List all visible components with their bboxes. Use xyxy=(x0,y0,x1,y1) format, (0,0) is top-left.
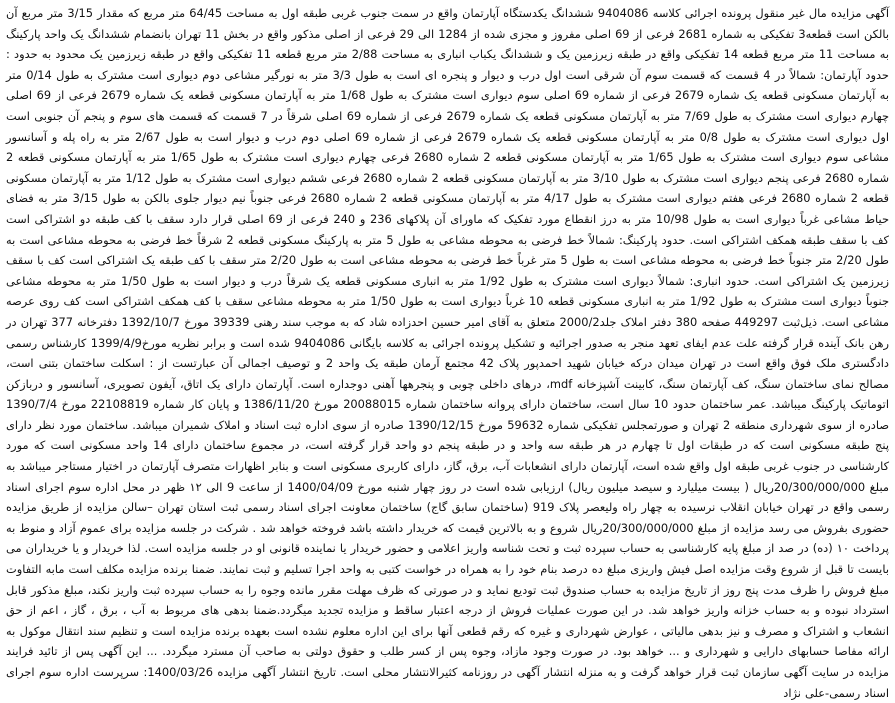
auction-notice-text: آگهی مزایده مال غیر منقول پرونده اجرائی کلاسه 9404086 ششدانگ یکدستگاه آپارتمان واقع در سمت جنوب غربی طبقه اول به مساحت 64/45 متر مربع که مقدار 3/15 متر مربع آن بالکن است قطعه3 تفکیکی به شماره 2681 فرعی از 69 اصلی مفروز و مجزی شده از 1284 الی 29 فرعی از اصلی مذکور واقع در بخش 11 تهران بانضمام ششدانگ یک واحد پارکینگ به مساحت 11 متر مربع قطعه 14 تفکیکی واقع در طبقه زیرزمین یک و ششدانگ یکباب انباری به مساحت 2/88 متر مربع قطعه 11 تفکیکی واقع در طبقه زیرزمین یک محدود به حدود : حدود آپارتمان: شمالاً در 4 قسمت که قسمت سوم آن شرقی است اول درب و دیوار و پنجره ای است به طول 3/3 متر به نورگیر مشاعی دوم دیواری است مشترک به طول 0/14 متر به آپارتمان مسکونی قطعه یک شماره 2679 فرعی از شماره 69 اصلی سوم دیواری است مشترک به طول 1/68 متر به آپارتمان مسکونی قطعه یک شماره 2679 فرعی از 69 اصلی چهارم دیواری است مشترک به طول 7/69 متر به آپارتمان مسکونی قطعه یک شماره 2679 فرعی از شماره 69 اصلی شرقاً در 7 قسمت که قسمت های سوم و پنجم آن جنوبی است اول دیواری است مشترک به طول 0/8 متر به آپارتمان مسکونی قطعه یک شماره 2679 فرعی از شماره 69 اصلی دوم درب و دیوار است به طول 2/67 متر به راه پله و آسانسور مشاعی سوم دیواری است مشترک به طول 1/65 متر به آپارتمان مسکونی قطعه 2 شماره 2680 فرعی چهارم دیواری است مشترک به طول 1/65 متر به آپارتمان مسکونی قطعه 2 شماره 2680 فرعی پنجم دیواری است مشترک به طول 3/10 متر به آپارتمان مسکونی قطعه 2 شماره 2680 فرعی ششم دیواری است مشترک به طول 1/12 متر به آپارتمان مسکونی قطعه 2 شماره 2680 فرعی هفتم دیواری است مشترک به طول 4/17 متر به آپارتمان مسکونی قطعه 2 شماره 2680 فرعی جنوباً نیم دیوار جلوی بالکن به طول 3/15 متر به فضای حیاط مشاعی غرباً دیواری است به طول 10/98 متر به درز انقطاع مورد تفکیک که ماورای آن پلاکهای 236 و 240 فرعی از 69 اصلی قرار دارد سقف با کف طبقه دو اشتراکی است کف با سقف طبقه همکف اشتراکی است. حدود پارکینگ: شمالاً خط فرضی به محوطه مشاعی به طول 5 متر به پارکینگ مسکونی قطعه 2 شرقاً خط فرضی به محوطه مشاعی است به طول 2/20 متر جنوباً خط فرضی به محوطه مشاعی است به طول 5 متر غرباً خط فرضی به محوطه مشاعی است به طول 2/20 متر سقف با کف طبقه یک اشتراکی است کف با سقف زیرزمین یک اشتراکی است. حدود انباری: شمالاً دیواری است مشترک به طول 1/92 متر به انباری مسکونی قطعه یک شرقاً درب و دیوار است به طول 1/50 متر به محوطه مشاعی جنوباً دیواری است مشترک به طول 1/92 متر به انباری مسکونی قطعه 10 غرباً دیواری است به طول 1/50 متر به محوطه مشاعی سقف با کف همکف اشتراکی است کف روی عرصه مشاعی است. ذیل‌ثبت 449297 صفحه 380 دفتر املاک جلد2000/2 متعلق به آقای امیر حسین احدزاده شاد که به موجب سند رهنی 39339 مورخ 1392/10/7 دفترخانه 377 تهران در رهن بانک آینده قرار گرفته علت عدم ایفای تعهد منجر به صدور اجرائیه و تشکیل پرونده اجرائی به کلاسه بایگانی 9404086 شده است و برابر نظریه مورخ1399/4/9 کارشناس رسمی دادگستری ملک فوق واقع است در تهران میدان درکه خیابان شهید احمدپور پلاک 42 مجتمع آرمان طبقه یک واحد 2 و توصیف اجمالی آن عبارتست از : اسکلت ساختمان بتنی است، مصالح نمای ساختمان سنگ، کف آپارتمان سنگ، کابینت آشپزخانه mdf، درهای داخلی چوبی و پنجرهها آهنی دوجداره است. آپارتمان دارای یک اتاق، آیفون تصویری، آسانسور و دربازکن اتوماتیک پارکینگ میباشد. عمر ساختمان حدود 10 سال است، ساختمان دارای پروانه ساختمان شماره 20088015 مورخ 1386/11/20 و پایان کار شماره 22108819 مورخ 1390/7/4 صادره از سوی شهرداری منطقه 2 تهران و صورتمجلس تفکیکی شماره 59632 مورخ 1390/12/15 صادره از سوی اداره ثبت اسناد و املاک شمیران میباشد. ساختمان مورد نظر دارای پنج طبقه مسکونی است که در طبقات اول تا چهارم در هر طبقه سه واحد و در طبقه پنجم دو واحد قرار گرفته است، در مجموع ساختمان دارای 14 واحد مسکونی است که مورد کارشناسی در جنوب غربی طبقه اول واقع شده است، آپارتمان دارای انشعابات آب، برق، گاز، دارای کاربری مسکونی است و بنابر اظهارات متصرف آپارتمان در اختیار مستاجر میباشد به مبلغ 20/300/000/000ریال ( بیست میلیارد و سیصد میلیون ریال) ارزیابی شده است در روز چهار شنبه مورخ 1400/04/09 از ساعت 9 الی ۱۲ ظهر در محل اداره سوم اجرای اسناد رسمی واقع در تهران خیابان انقلاب نرسیده به چهار راه ولیعصر پلاک 919 (ساختمان سابق گاج) ساختمان معاونت اجرای اسناد رسمی ثبت استان تهران –سالن مزایده از طریق مزایده حضوری بفروش می رسد مزایده از مبلغ 20/300/000/000ریال شروع و به بالاترین قیمت که خریدار داشته باشد فروخته خواهد شد . شرکت در جلسه مزایده برای عموم آزاد و منوط به پرداخت ۱۰ (ده) در صد از مبلغ پایه کارشناسی به حساب سپرده ثبت و تحت شناسه واریز اعلامی و حضور خریدار یا نماینده قانونی او در جلسه مزایده است. لذا خریدار و یا خریداران می بایست تا قبل از شروع وقت مزایده اصل فیش واریزی مبلغ ده درصد بنام خود را به همراه در خواست کتبی به واحد اجرا تسلیم و ثبت نمایند. ضمنا برنده مزایده مکلف است مابه التفاوت مبلغ فروش را ظرف مدت پنج روز از تاریخ مزایده به حساب صندوق ثبت تودیع نماید و در صورتی که ظرف مهلت مقرر مانده وجوه را به حساب سپرده ثبت واریز نکند، مبلغ مذکور قابل استرداد نبوده و به حساب خزانه واریز خواهد شد. در این صورت عملیات فروش از درجه اعتبار ساقط و مزایده تجدید میگردد.ضمنا بدهی های مربوط به آب ، برق ، گاز ، اعم از حق انشعاب و اشتراک و مصرف و نیز بدهی مالیاتی ، عوارض شهرداری و غیره که رقم قطعی آنها برای این اداره معلوم نشده است بعهده برنده مزایده است و تنظیم سند انتقال موکول به ارائه مفاصا حسابهای دارایی و شهرداری و ... خواهد بود. در صورت وجود مازاد، وجوه پس از کسر طلب و حقوق دولتی به صاحب آن مسترد میگردد. ... این آگهی پس از تائید فرایند مزایده در سایت آگهی سازمان ثبت قرار خواهد گرفت و به منزله انتشار آگهی در روزنامه کثیرالانتشار محلی است. تاریخ انتشار آگهی مزایده 1400/03/26: سرپرست اداره سوم اجرای اسناد رسمی-علی نژاد xyxy=(6,6,890,700)
